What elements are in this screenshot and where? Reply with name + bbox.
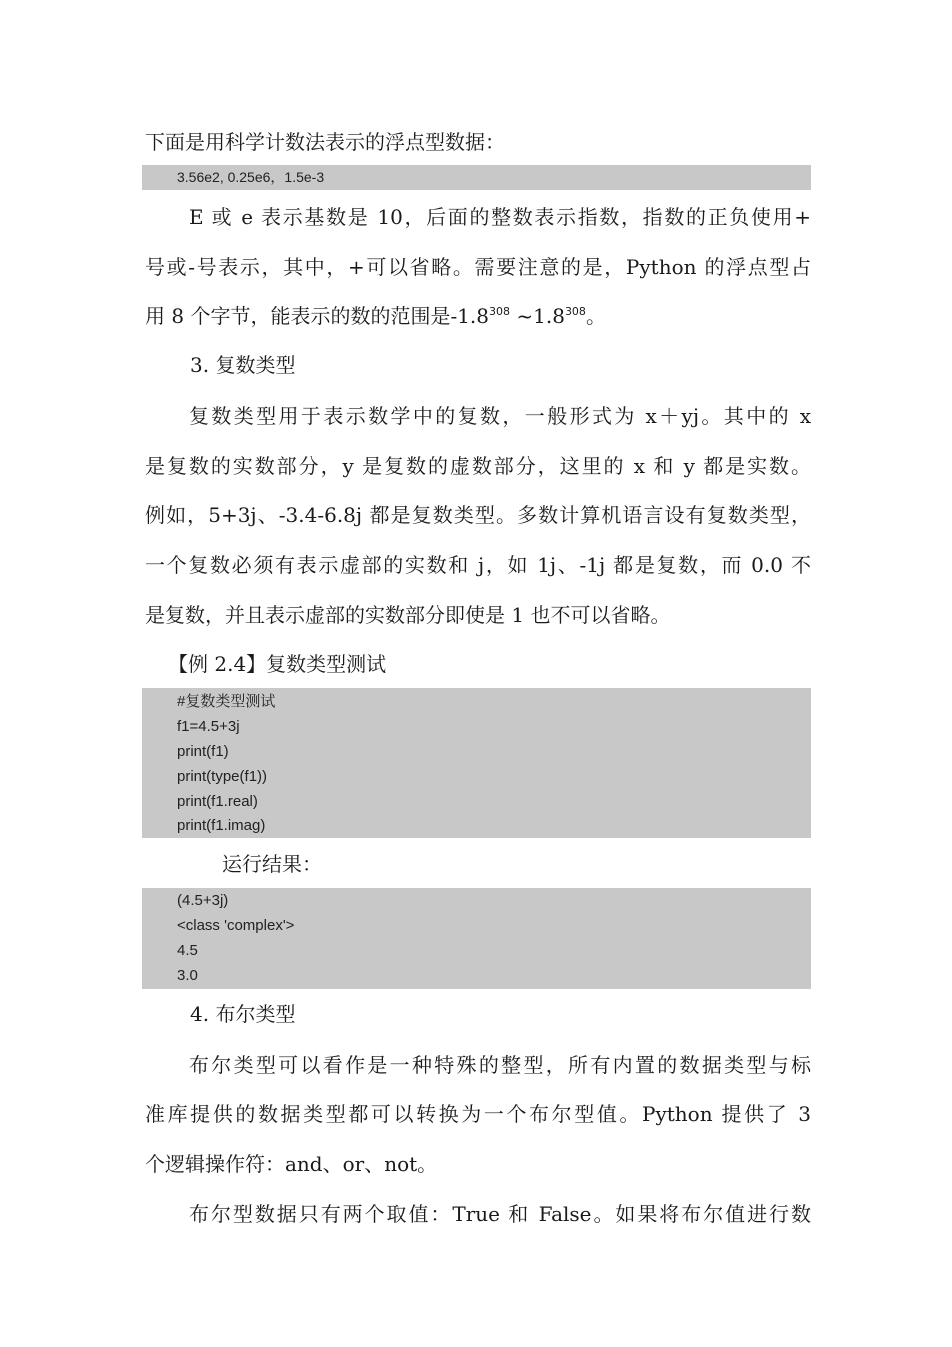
para-bool1-line-3: 个逻辑操作符：and、or、not。 [145,1152,438,1176]
run-result-label: 运行结果： [222,852,322,876]
para-e-line-2: 号或-号表示，其中，+可以省略。需要注意的是，Python 的浮点型占 [145,255,811,279]
para-complex-line-2: 是复数的实数部分，y 是复数的虚数部分，这里的 x 和 y 都是实数。 [145,454,811,478]
code-line: print(f1.real) [177,793,258,810]
code-line: print(type(f1)) [177,768,268,785]
para-complex-line-3: 例如，5+3j、-3.4-6.8j 都是复数类型。多数计算机语言设有复数类型， [145,503,811,527]
para-complex-line-1: 复数类型用于表示数学中的复数，一般形式为 x＋yj。其中的 x [189,404,811,428]
para-bool1-line-1: 布尔类型可以看作是一种特殊的整型，所有内置的数据类型与标 [189,1053,811,1077]
example-title: 【例 2.4】复数类型测试 [168,652,387,676]
output-line: 4.5 [177,942,198,959]
output-line: (4.5+3j) [177,892,229,909]
output-line: 3.0 [177,967,198,984]
run-output-block [142,888,811,989]
heading-complex: 3. 复数类型 [190,353,296,377]
range-text-pre: 用 8 个字节，能表示的数的范围是-1.8 [145,304,490,328]
para-complex-line-4: 一个复数必须有表示虚部的实数和 j，如 1j、-1j 都是复数，而 0.0 不 [145,553,811,577]
intro-sci-text: 下面是用科学计数法表示的浮点型数据： [145,130,505,154]
code-line: f1=4.5+3j [177,718,240,735]
para-bool1-line-2: 准库提供的数据类型都可以转换为一个布尔型值。Python 提供了 3 [145,1102,811,1126]
code-line: print(f1) [177,743,229,760]
para-bool2-line-1: 布尔型数据只有两个取值：True 和 False。如果将布尔值进行数 [189,1202,811,1226]
code-line: #复数类型测试 [177,693,276,710]
para-e-line-1: E 或 e 表示基数是 10，后面的整数表示指数，指数的正负使用+ [189,205,811,229]
code-line: print(f1.imag) [177,817,266,834]
range-text-post: 。 [585,304,606,328]
output-line: <class 'complex'> [177,917,295,934]
range-text-mid: ~1.8 [510,304,565,328]
exponent-1: 308 [489,305,511,318]
para-e-line-3 [145,301,811,331]
example-code-block [142,688,811,838]
exponent-2: 308 [564,305,586,318]
para-complex-line-5: 是复数，并且表示虚部的实数部分即使是 1 也不可以省略。 [145,603,671,627]
sci-code-block [142,165,811,190]
code-line: 3.56e2, 0.25e6，1.5e-3 [177,169,325,185]
heading-bool: 4. 布尔类型 [190,1002,296,1026]
